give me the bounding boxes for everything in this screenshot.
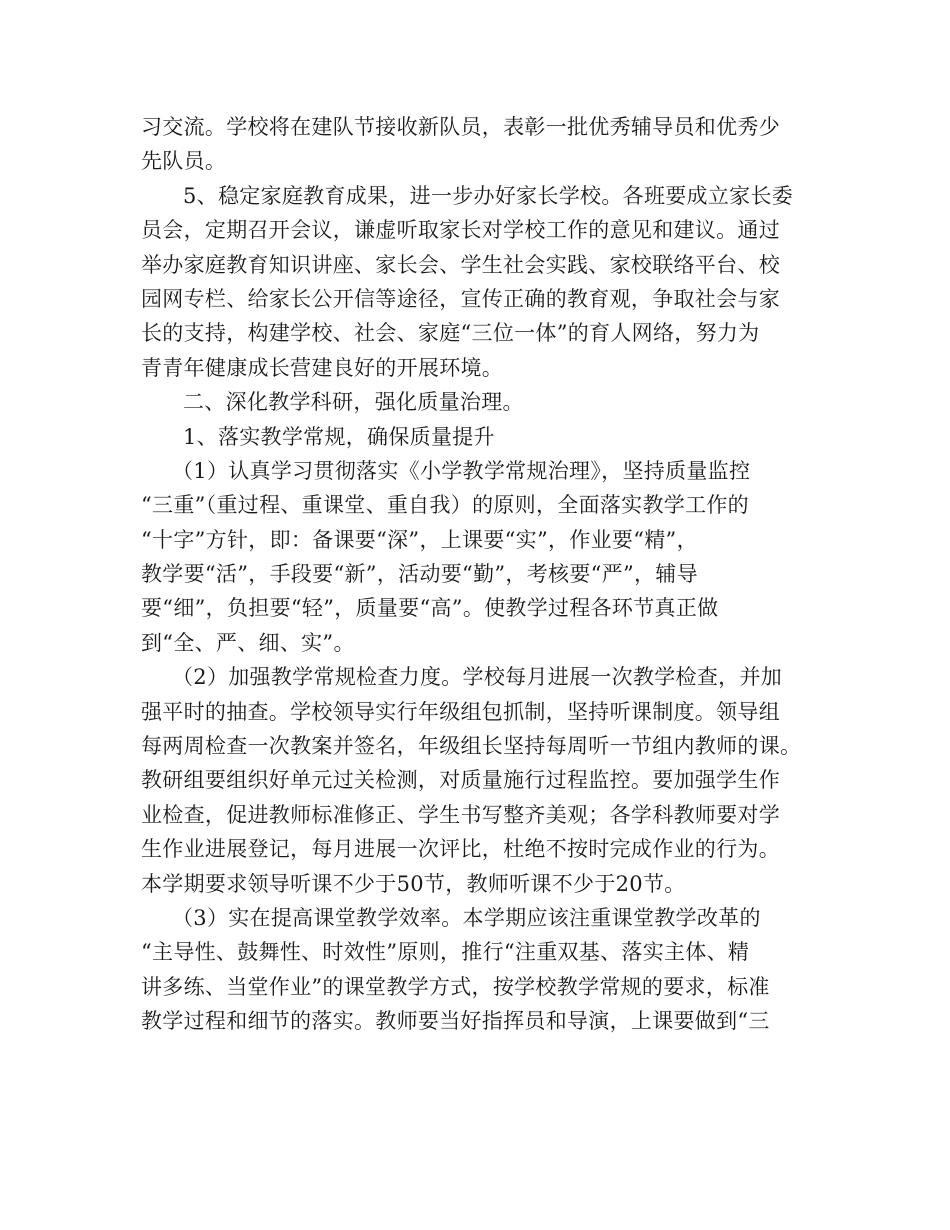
text-line: 先队员。 bbox=[141, 149, 227, 174]
text-line: “三重”（重过程、重课堂、重自我）的原则，全面落实教学工作的 bbox=[141, 493, 749, 518]
text-line: “十字”方针，即：备课要“深”，上课要“实”，作业要“精”， bbox=[141, 527, 698, 552]
text-line: “主导性、鼓舞性、时效性”原则，推行“注重双基、落实主体、精 bbox=[141, 940, 750, 965]
text-line: （1）认真学习贯彻落实《小学教学常规治理》，坚持质量监控 bbox=[172, 458, 751, 483]
text-line: 员会，定期召开会议，谦虚听取家长对学校工作的意见和建议。通过 bbox=[141, 218, 780, 243]
text-line: 教学要“活”，手段要“新”，活动要“勤”，考核要“严”，辅导 bbox=[141, 562, 698, 587]
text-line: 举办家庭教育知识讲座、家长会、学生社会实践、家校联络平台、校 bbox=[141, 252, 780, 277]
text-line: 要“细”，负担要“轻”，质量要“高”。使教学过程各环节真正做 bbox=[141, 596, 719, 621]
text-line: 到“全、严、细、实”。 bbox=[141, 630, 355, 655]
text-line: 生作业进展登记，每月进展一次评比，杜绝不按时完成作业的行为。 bbox=[141, 837, 780, 862]
text-line: 青青年健康成长营建良好的开展环境。 bbox=[141, 355, 504, 380]
text-line: 本学期要求领导听课不少于50节，教师听课不少于20节。 bbox=[141, 871, 686, 896]
text-line: 习交流。学校将在建队节接收新队员，表彰一批优秀辅导员和优秀少 bbox=[141, 115, 780, 139]
text-line: （2）加强教学常规检查力度。学校每月进展一次教学检查，并加 bbox=[172, 665, 783, 690]
text-line: 园网专栏、给家长公开信等途径，宣传正确的教育观，争取社会与家 bbox=[141, 286, 780, 311]
text-line: 讲多练、当堂作业”的课堂教学方式，按学校教学常规的要求，标准 bbox=[141, 974, 770, 999]
document-page bbox=[141, 110, 813, 1039]
text-line: 业检查，促进教师标准修正、学生书写整齐美观；各学科教师要对学 bbox=[141, 802, 780, 827]
text-line: 长的支持，构建学校、社会、家庭“三位一体”的育人网络，努力为 bbox=[141, 321, 760, 346]
text-line: （3）实在提高课堂教学效率。本学期应该注重课堂教学改革的 bbox=[172, 905, 761, 930]
subsection-heading: 1、落实教学常规，确保质量提升 bbox=[183, 424, 495, 449]
section-heading: 二、深化教学科研，强化质量治理。 bbox=[183, 390, 524, 415]
text-line: 强平时的抽查。学校领导实行年级组包抓制，坚持听课制度。领导组 bbox=[141, 699, 780, 724]
text-line: 教学过程和细节的落实。教师要当好指挥员和导演，上课要做到“三 bbox=[141, 1009, 770, 1034]
text-line: 教研组要组织好单元过关检测，对质量施行过程监控。要加强学生作 bbox=[141, 768, 780, 793]
text-line: 每两周检查一次教案并签名，年级组长坚持每周听一节组内教师的课。 bbox=[141, 734, 802, 759]
text-line: 5、稳定家庭教育成果，进一步办好家长学校。各班要成立家长委 bbox=[183, 183, 794, 208]
